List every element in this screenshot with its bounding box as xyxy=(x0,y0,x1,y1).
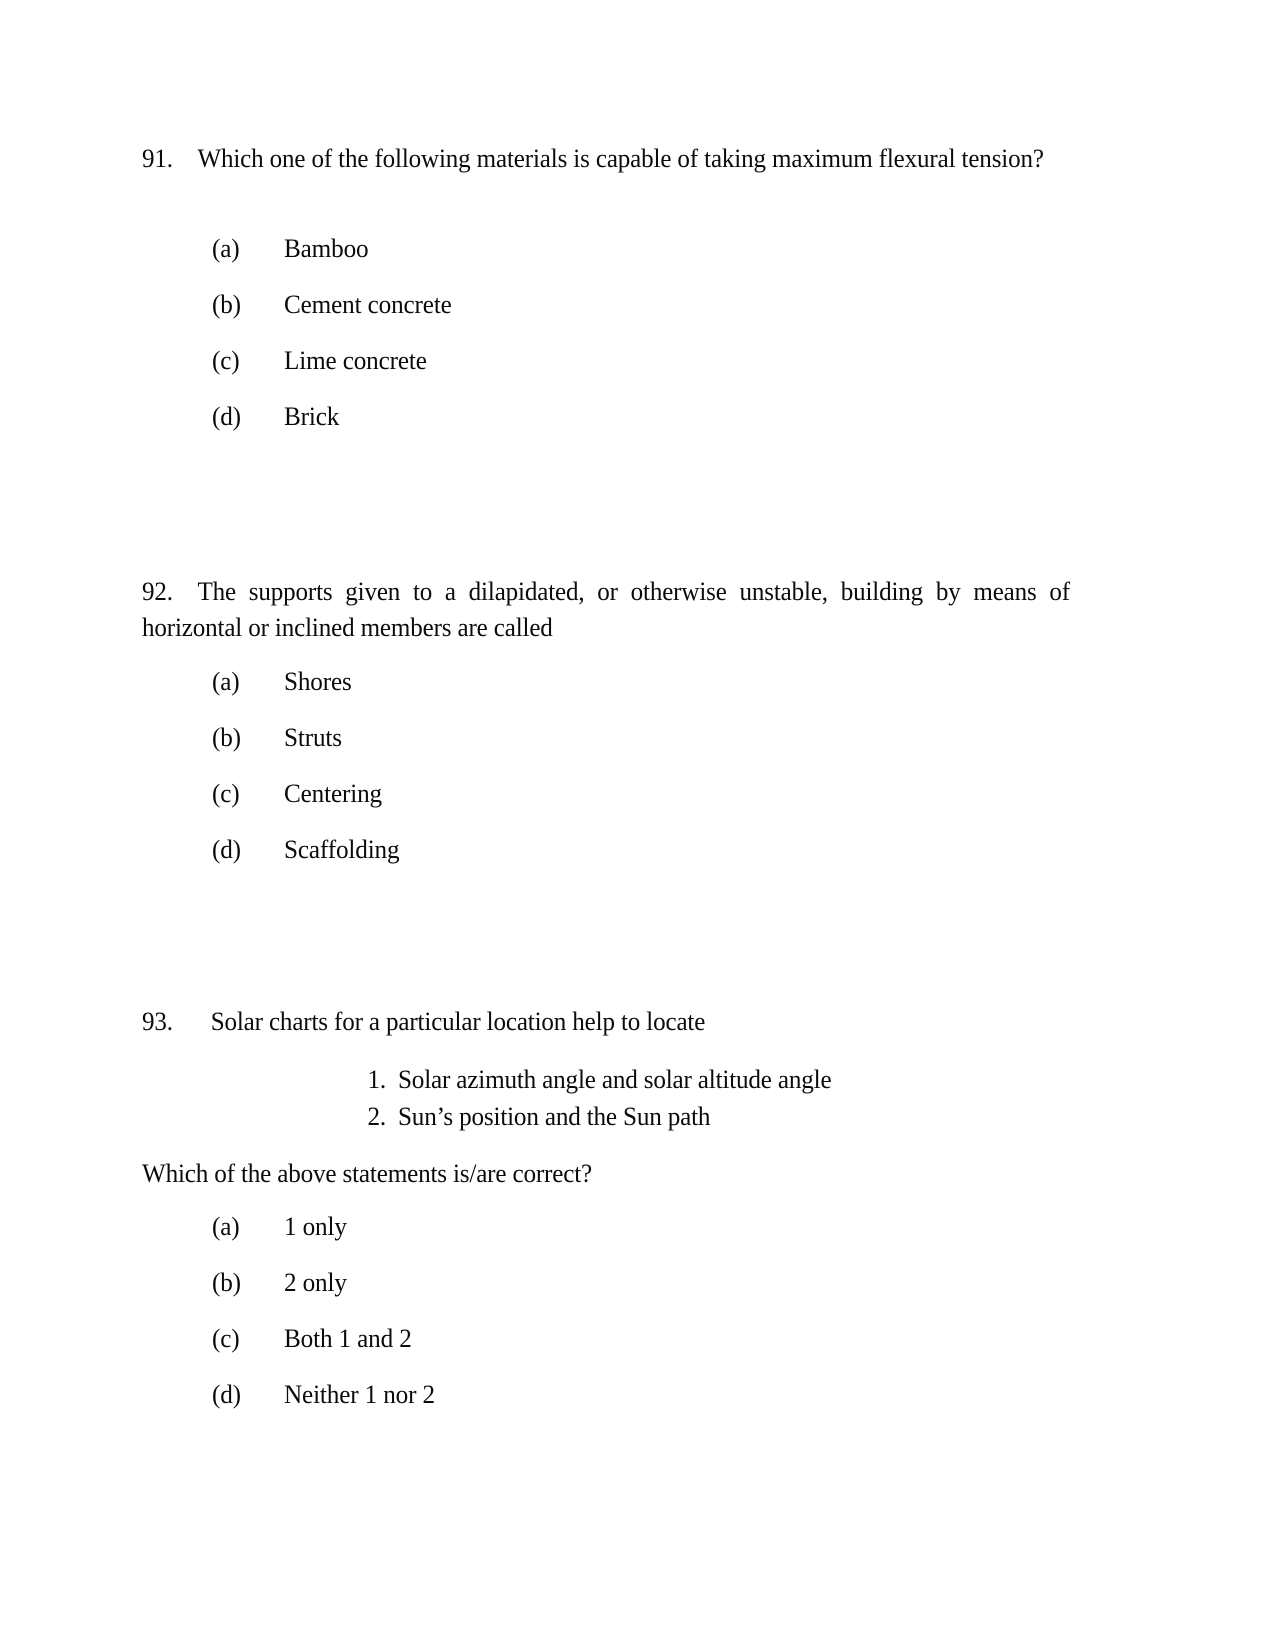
option-text: 1 only xyxy=(284,1211,347,1241)
option-label: (d) xyxy=(212,834,241,864)
option-list-92 xyxy=(142,663,1070,887)
question-number-91: 91. xyxy=(142,143,173,173)
option-label: (a) xyxy=(212,666,240,696)
statement-text: Sun’s position and the Sun path xyxy=(398,1101,711,1131)
option-list-93 xyxy=(142,1208,1070,1432)
option-91-c[interactable] xyxy=(142,342,1070,398)
option-text: Neither 1 nor 2 xyxy=(284,1379,435,1409)
statement-list-93 xyxy=(352,1061,1072,1135)
statement-number: 2. xyxy=(367,1101,386,1131)
option-92-c[interactable] xyxy=(142,775,1070,831)
option-text: Brick xyxy=(284,401,340,431)
question-stem-text-91: Which one of the following materials is capable of taking maximum flexural tension? xyxy=(197,143,1044,173)
option-93-b[interactable] xyxy=(142,1264,1070,1320)
option-93-d[interactable] xyxy=(142,1376,1070,1432)
statement-item-1 xyxy=(352,1061,1072,1098)
option-text: Bamboo xyxy=(284,233,369,263)
option-text: Struts xyxy=(284,722,342,752)
question-block-93 xyxy=(142,1003,1070,1039)
option-label: (c) xyxy=(212,1323,240,1353)
option-label: (c) xyxy=(212,345,240,375)
question-block-91 xyxy=(142,140,1070,176)
option-93-a[interactable] xyxy=(142,1208,1070,1264)
question-block-92 xyxy=(142,573,1070,645)
option-label: (a) xyxy=(212,233,240,263)
statement-item-2 xyxy=(352,1098,1072,1135)
option-label: (d) xyxy=(212,401,241,431)
option-text: 2 only xyxy=(284,1267,347,1297)
question-number-92: 92. xyxy=(142,576,173,606)
option-text: Cement concrete xyxy=(284,289,452,319)
question-stem-91 xyxy=(142,140,1070,176)
option-label: (b) xyxy=(212,1267,241,1297)
option-91-a[interactable] xyxy=(142,230,1070,286)
option-list-91 xyxy=(142,230,1070,454)
question-stem-text-93: Solar charts for a particular location help to locate xyxy=(210,1006,706,1036)
question-stem-92 xyxy=(142,573,1070,645)
question-stem-93 xyxy=(142,1003,1070,1039)
statement-text: Solar azimuth angle and solar altitude angle xyxy=(398,1064,832,1094)
option-text: Scaffolding xyxy=(284,834,400,864)
statement-number: 1. xyxy=(367,1064,386,1094)
option-91-d[interactable] xyxy=(142,398,1070,454)
option-92-d[interactable] xyxy=(142,831,1070,887)
option-93-c[interactable] xyxy=(142,1320,1070,1376)
option-label: (d) xyxy=(212,1379,241,1409)
option-text: Lime concrete xyxy=(284,345,427,375)
option-91-b[interactable] xyxy=(142,286,1070,342)
question-stem-text-92: The supports given to a dilapidated, or otherwise unstable, building by means of horizontal or inclined members are called xyxy=(142,576,1070,642)
option-92-b[interactable] xyxy=(142,719,1070,775)
question-number-93: 93. xyxy=(142,1006,173,1036)
option-text: Both 1 and 2 xyxy=(284,1323,412,1353)
question-prompt-93: Which of the above statements is/are correct? xyxy=(142,1158,592,1188)
option-label: (b) xyxy=(212,289,241,319)
option-label: (c) xyxy=(212,778,240,808)
option-92-a[interactable] xyxy=(142,663,1070,719)
option-text: Centering xyxy=(284,778,382,808)
option-label: (a) xyxy=(212,1211,240,1241)
option-label: (b) xyxy=(212,722,241,752)
option-text: Shores xyxy=(284,666,352,696)
